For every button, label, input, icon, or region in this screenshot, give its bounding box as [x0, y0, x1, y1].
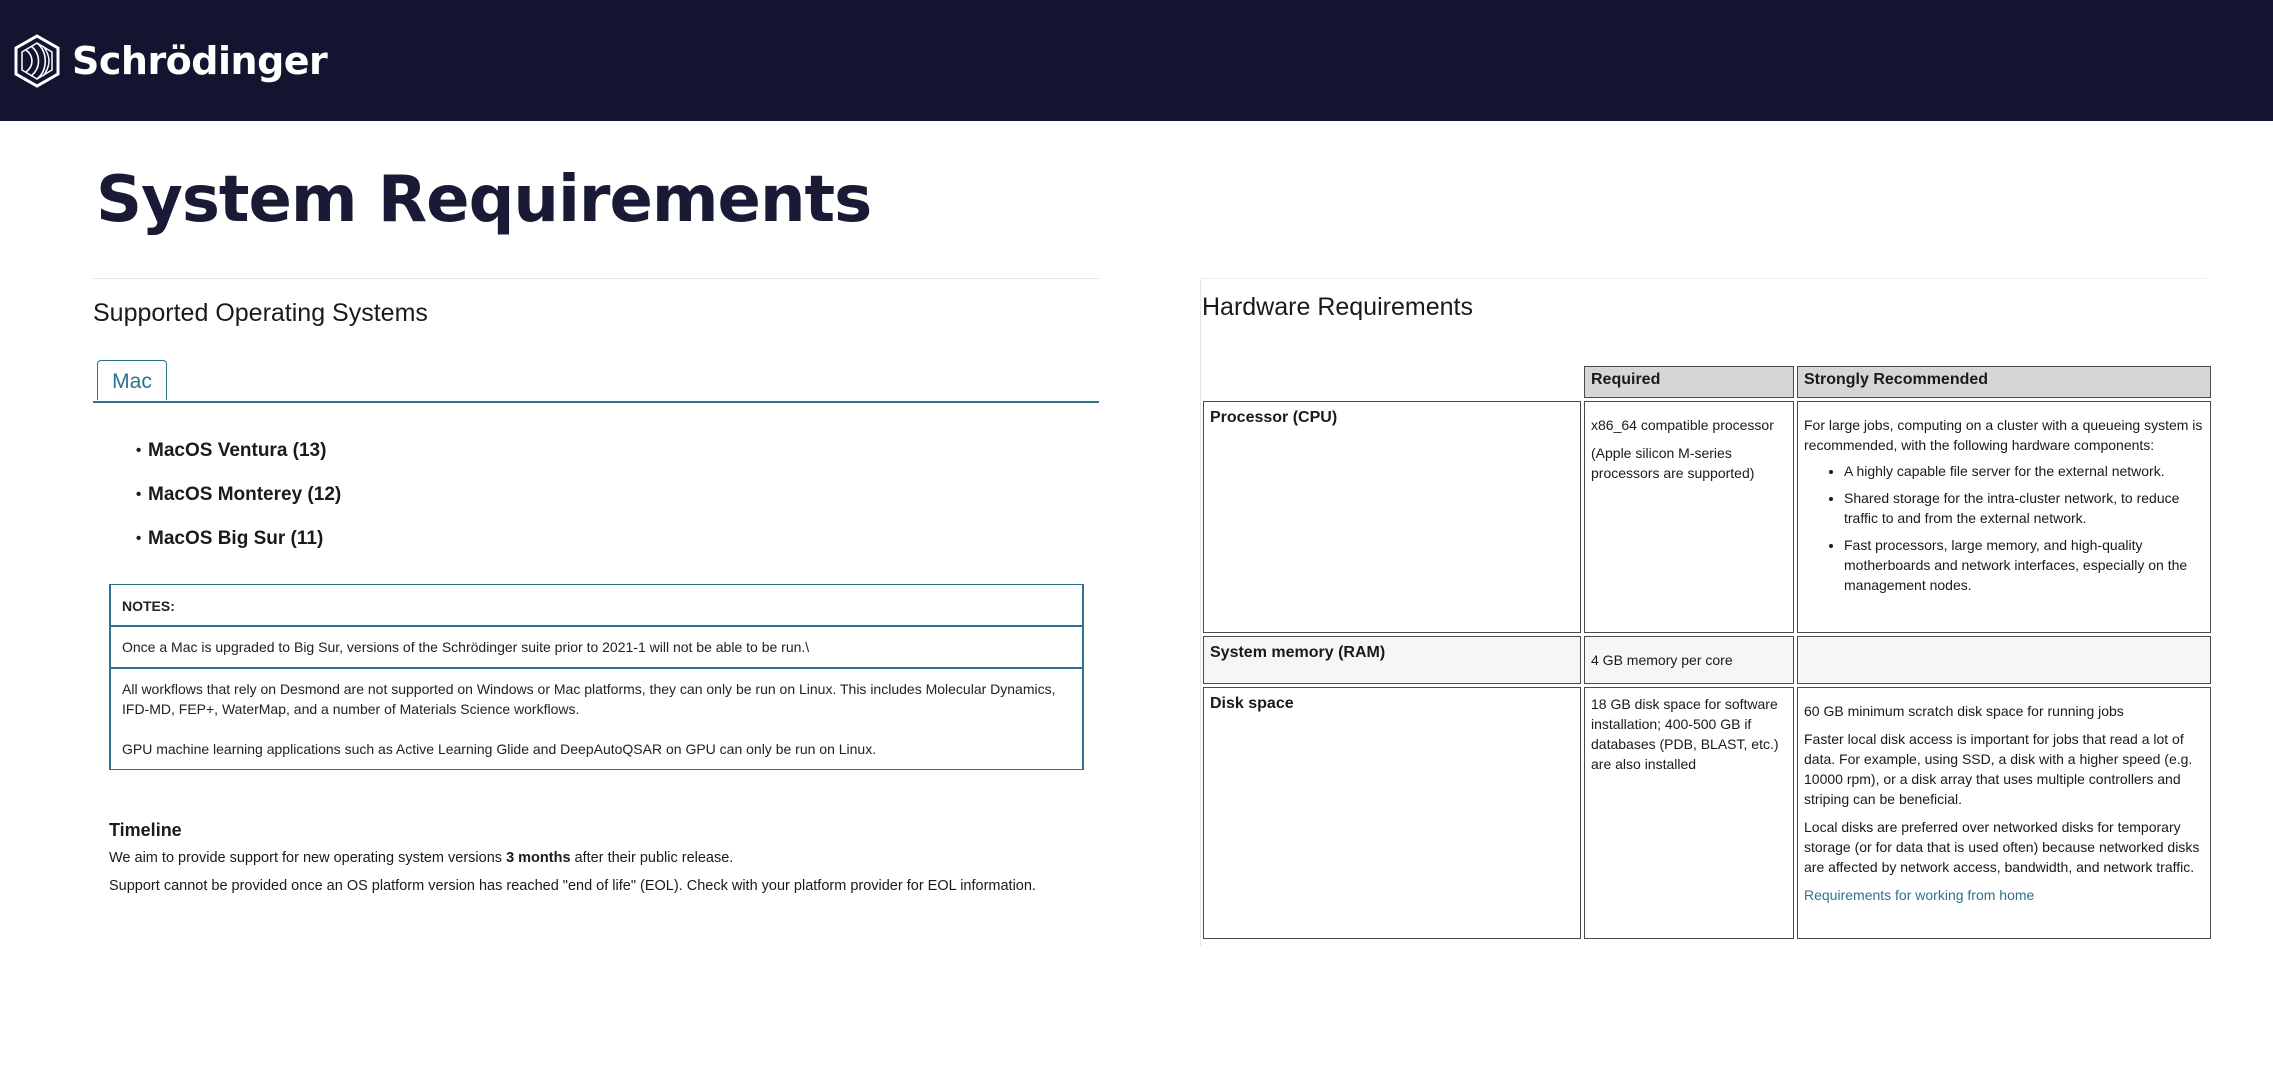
os-list	[136, 430, 341, 562]
divider	[93, 278, 1099, 279]
disk-required: 18 GB disk space for software installation; 400-500 GB if databases (PDB, BLAST, etc.) are also installed	[1584, 687, 1794, 939]
row-label-cpu: Processor (CPU)	[1203, 401, 1581, 633]
row-label-ram: System memory (RAM)	[1203, 636, 1581, 684]
timeline-months: 3 months	[506, 850, 571, 866]
cpu-recommended	[1797, 401, 2211, 633]
note-big-sur: Once a Mac is upgraded to Big Sur, versions of the Schrödinger suite prior to 2021-1 will not be able to be run.\	[111, 627, 1082, 669]
timeline-eol: Support cannot be provided once an OS platform version has reached "end of life" (EOL). Check with your platform provider for EOL information.	[109, 878, 1036, 894]
disk-recommended-line: Faster local disk access is important for jobs that read a lot of data. For example, using SSD, a disk with a higher speed (e.g. 10000 rpm), or a disk array that uses multiple controllers and striping can be beneficial.	[1804, 731, 2193, 807]
column-header-required: Required	[1584, 366, 1794, 398]
row-label-disk: Disk space	[1203, 687, 1581, 939]
table-row-cpu	[1203, 401, 2211, 633]
table-row-ram	[1203, 636, 2211, 684]
tab-bar-underline	[93, 401, 1099, 403]
site-logo[interactable]	[12, 34, 327, 88]
ram-required: 4 GB memory per core	[1584, 636, 1794, 684]
os-section-heading: Supported Operating Systems	[93, 299, 428, 327]
timeline-support-window	[109, 850, 733, 866]
timeline-heading: Timeline	[109, 820, 182, 840]
list-item: • Fast processors, large memory, and high-quality motherboards and network interfaces, especially on the management nodes.	[1844, 535, 2204, 595]
page-title: System Requirements	[96, 163, 872, 237]
column-header-recommended: Strongly Recommended	[1797, 366, 2211, 398]
hardware-section-heading: Hardware Requirements	[1202, 293, 1473, 321]
ram-recommended	[1797, 636, 2211, 684]
cpu-required-line: (Apple silicon M-series processors are supported)	[1591, 445, 1755, 481]
note-linux-only	[111, 669, 1082, 759]
timeline-text: We aim to provide support for new operating system versions	[109, 850, 507, 866]
site-header	[0, 0, 2273, 121]
divider	[1200, 278, 2206, 279]
notes-box	[109, 584, 1084, 770]
list-item: • Shared storage for the intra-cluster network, to reduce traffic to and from the external network.	[1844, 488, 2204, 528]
disk-recommended-line: Local disks are preferred over networked disks for temporary storage (or for data that is used often) because networked disks are affected by network access, bandwidth, and network traffic.	[1804, 819, 2200, 875]
schrodinger-logo-icon	[12, 34, 62, 88]
timeline-text: after their public release.	[570, 850, 734, 866]
work-from-home-link[interactable]: Requirements for working from home	[1804, 887, 2035, 903]
note-desmond: All workflows that rely on Desmond are not supported on Windows or Mac platforms, they can only be run on Linux. This includes Molecular Dynamics, IFD-MD, FEP+, WaterMap, and a number of Materials Science workflows.	[122, 681, 1056, 717]
cpu-recommended-intro: For large jobs, computing on a cluster with a queueing system is recommended, with the following hardware components:	[1804, 417, 2203, 453]
os-list-item: • MacOS Big Sur (11)	[136, 518, 341, 562]
note-gpu: GPU machine learning applications such as Active Learning Glide and DeepAutoQSAR on GPU can only be run on Linux.	[122, 741, 877, 757]
cpu-recommended-list	[1804, 461, 2204, 595]
disk-recommended	[1797, 687, 2211, 939]
tab-mac[interactable]: Mac	[97, 360, 167, 400]
table-header-row	[1203, 366, 2211, 398]
table-row-disk	[1203, 687, 2211, 939]
cpu-required	[1584, 401, 1794, 633]
hardware-table	[1200, 363, 2214, 942]
os-list-item: • MacOS Monterey (12)	[136, 474, 341, 518]
disk-recommended-line: 60 GB minimum scratch disk space for running jobs	[1804, 703, 2124, 719]
brand-name: Schrödinger	[72, 39, 328, 83]
notes-header: NOTES:	[111, 585, 1082, 627]
os-list-item: • MacOS Ventura (13)	[136, 430, 341, 474]
list-item: • A highly capable file server for the external network.	[1844, 461, 2204, 481]
cpu-required-line: x86_64 compatible processor	[1591, 417, 1774, 433]
table-corner	[1203, 366, 1581, 398]
